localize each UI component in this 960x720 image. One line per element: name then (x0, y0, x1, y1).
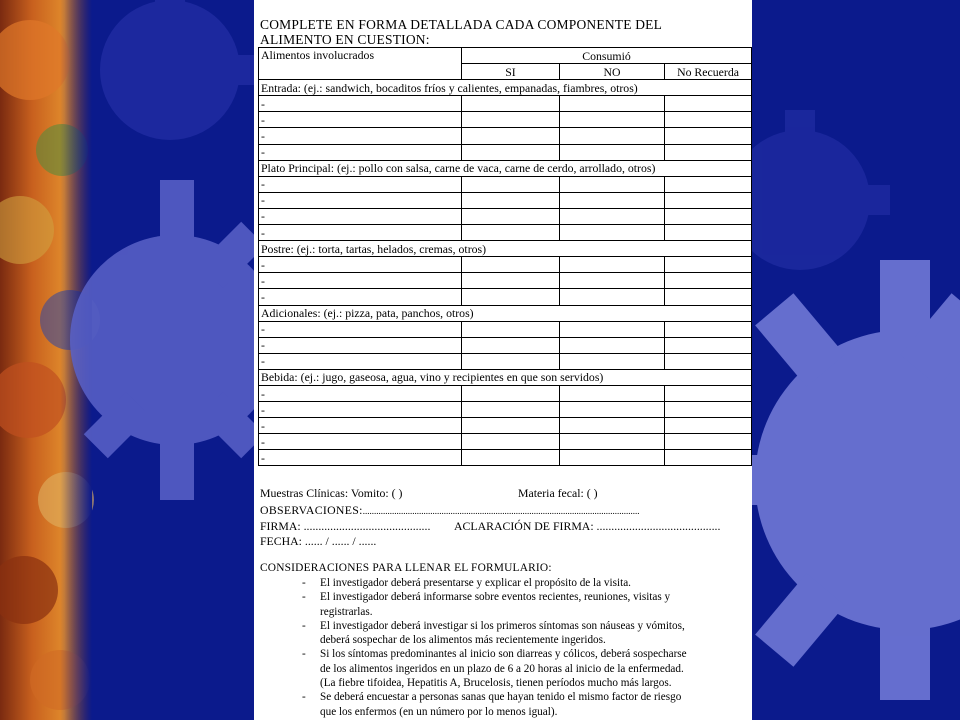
aclaracion-field[interactable]: ACLARACIÓN DE FIRMA: .......................................... (454, 519, 721, 533)
table-row (259, 418, 752, 434)
no-cell[interactable] (560, 112, 665, 128)
no-recuerda-cell[interactable] (665, 289, 752, 305)
table-row (259, 337, 752, 353)
table-row (259, 289, 752, 305)
food-item-cell[interactable]: - (259, 273, 462, 289)
observaciones-label: OBSERVACIONES: (260, 503, 363, 517)
no-recuerda-cell[interactable] (665, 112, 752, 128)
no-recuerda-cell[interactable] (665, 257, 752, 273)
no-recuerda-cell[interactable] (665, 144, 752, 160)
list-dash: - (302, 619, 306, 632)
si-cell[interactable] (462, 225, 560, 241)
si-cell[interactable] (462, 112, 560, 128)
section-label: Plato Principal: (ej.: pollo con salsa, carne de vaca, carne de cerdo, arrollado, otros) (259, 160, 752, 176)
si-cell[interactable] (462, 176, 560, 192)
firma-line (260, 519, 721, 533)
list-item-line: El investigador deberá informarse sobre eventos recientes, reuniones, visitas y (320, 591, 671, 604)
food-item-cell[interactable]: - (259, 192, 462, 208)
no-cell[interactable] (560, 176, 665, 192)
list-item-line: deberá sospechar de los alimentos más recientemente ingeridos. (320, 634, 606, 647)
no-cell[interactable] (560, 337, 665, 353)
no-cell[interactable] (560, 402, 665, 418)
no-recuerda-cell[interactable] (665, 402, 752, 418)
col-header-foods: Alimentos involucrados (259, 48, 462, 80)
no-recuerda-cell[interactable] (665, 450, 752, 466)
no-recuerda-cell[interactable] (665, 128, 752, 144)
no-cell[interactable] (560, 321, 665, 337)
si-cell[interactable] (462, 402, 560, 418)
vomito-field[interactable]: Muestras Clínicas: Vomito: ( ) (260, 486, 403, 500)
food-item-cell[interactable]: - (259, 144, 462, 160)
si-cell[interactable] (462, 434, 560, 450)
si-cell[interactable] (462, 257, 560, 273)
section-label: Bebida: (ej.: jugo, gaseosa, agua, vino y recipientes en que son servidos) (259, 369, 752, 385)
food-item-cell[interactable]: - (259, 385, 462, 401)
list-dash: - (302, 648, 306, 661)
no-recuerda-cell[interactable] (665, 225, 752, 241)
section-row (259, 160, 752, 176)
list-item-line: El investigador deberá presentarse y explicar el propósito de la visita. (320, 577, 631, 589)
materia-fecal-field[interactable]: Materia fecal: ( ) (518, 486, 598, 500)
no-recuerda-cell[interactable] (665, 176, 752, 192)
table-row (259, 402, 752, 418)
table-row (259, 96, 752, 112)
food-item-cell[interactable]: - (259, 353, 462, 369)
list-item-line: El investigador deberá investigar si los primeros síntomas son náuseas y vómitos, (320, 619, 685, 632)
no-cell[interactable] (560, 385, 665, 401)
considerations-title: CONSIDERACIONES PARA LLENAR EL FORMULARIO: (260, 562, 552, 574)
food-item-cell[interactable]: - (259, 257, 462, 273)
list-item-line: (La fiebre tifoidea, Hepatitis A, Brucelosis, tienen períodos mucho más largos. (320, 677, 672, 690)
col-header-no: NO (560, 64, 665, 80)
no-recuerda-cell[interactable] (665, 337, 752, 353)
table-row (259, 257, 752, 273)
no-recuerda-cell[interactable] (665, 385, 752, 401)
no-cell[interactable] (560, 128, 665, 144)
section-label: Adicionales: (ej.: pizza, pata, panchos, otros) (259, 305, 752, 321)
col-header-consumed: Consumió (462, 48, 752, 64)
no-cell[interactable] (560, 257, 665, 273)
list-item (260, 590, 750, 619)
si-cell[interactable] (462, 289, 560, 305)
no-cell[interactable] (560, 208, 665, 224)
no-cell[interactable] (560, 450, 665, 466)
food-item-cell[interactable]: - (259, 450, 462, 466)
table-row (259, 144, 752, 160)
list-item (260, 647, 750, 690)
form-title-line1: COMPLETE EN FORMA DETALLADA CADA COMPONENTE DEL (260, 17, 663, 32)
table-row (259, 208, 752, 224)
section-row (259, 80, 752, 96)
section-row (259, 305, 752, 321)
table-row (259, 273, 752, 289)
list-item-line: Se deberá encuestar a personas sanas que hayan tenido el mismo factor de riesgo (320, 691, 682, 704)
list-item-line: Si los síntomas predominantes al inicio son diarreas y cólicos, deberá sospecharse (320, 648, 687, 661)
food-consumption-table (258, 47, 752, 466)
list-dash: - (302, 691, 306, 704)
list-item (260, 619, 750, 648)
table-row (259, 385, 752, 401)
si-cell[interactable] (462, 418, 560, 434)
muestras-line (260, 486, 598, 500)
no-cell[interactable] (560, 144, 665, 160)
section-label: Entrada: (ej.: sandwich, bocaditos fríos y calientes, empanadas, fiambres, otros) (259, 80, 752, 96)
considerations-list (260, 576, 750, 719)
no-recuerda-cell[interactable] (665, 321, 752, 337)
si-cell[interactable] (462, 450, 560, 466)
observaciones-field[interactable]: ........................................................................................................................... (362, 506, 640, 516)
list-dash: - (302, 591, 306, 604)
si-cell[interactable] (462, 321, 560, 337)
table-row (259, 353, 752, 369)
no-recuerda-cell[interactable] (665, 418, 752, 434)
observaciones-line (260, 503, 639, 518)
no-cell[interactable] (560, 434, 665, 450)
food-item-cell[interactable]: - (259, 402, 462, 418)
food-item-cell[interactable]: - (259, 225, 462, 241)
no-recuerda-cell[interactable] (665, 96, 752, 112)
section-row (259, 241, 752, 257)
table-row (259, 434, 752, 450)
food-item-cell[interactable]: - (259, 176, 462, 192)
no-cell[interactable] (560, 192, 665, 208)
food-item-cell[interactable]: - (259, 289, 462, 305)
col-header-no-recuerda: No Recuerda (665, 64, 752, 80)
list-item-line: de los alimentos ingeridos en un plazo de 6 a 20 horas al inicio de la enfermedad. (320, 662, 684, 675)
col-header-si: SI (462, 64, 560, 80)
si-cell[interactable] (462, 128, 560, 144)
fecha-line (260, 534, 376, 548)
no-recuerda-cell[interactable] (665, 434, 752, 450)
si-cell[interactable] (462, 353, 560, 369)
list-item-line: registrarlas. (320, 605, 373, 618)
firma-field[interactable]: FIRMA: ........................................... (260, 519, 431, 533)
no-cell[interactable] (560, 289, 665, 305)
no-cell[interactable] (560, 353, 665, 369)
food-item-cell[interactable]: - (259, 434, 462, 450)
food-item-cell[interactable]: - (259, 112, 462, 128)
si-cell[interactable] (462, 144, 560, 160)
no-cell[interactable] (560, 418, 665, 434)
food-item-cell[interactable]: - (259, 321, 462, 337)
si-cell[interactable] (462, 385, 560, 401)
no-recuerda-cell[interactable] (665, 208, 752, 224)
section-row (259, 369, 752, 385)
form-title-line2: ALIMENTO EN CUESTION: (260, 32, 430, 47)
fecha-field[interactable]: FECHA: ...... / ...... / ...... (260, 534, 377, 548)
list-item (260, 690, 750, 719)
si-cell[interactable] (462, 273, 560, 289)
no-cell[interactable] (560, 225, 665, 241)
food-item-cell[interactable]: - (259, 337, 462, 353)
list-item (260, 576, 750, 590)
form-title (260, 17, 750, 47)
no-cell[interactable] (560, 273, 665, 289)
table-row (259, 128, 752, 144)
list-dash: - (302, 577, 306, 589)
form-document (254, 0, 752, 720)
table-row (259, 192, 752, 208)
food-item-cell[interactable]: - (259, 96, 462, 112)
food-item-cell[interactable]: - (259, 208, 462, 224)
no-recuerda-cell[interactable] (665, 353, 752, 369)
si-cell[interactable] (462, 96, 560, 112)
section-label: Postre: (ej.: torta, tartas, helados, cremas, otros) (259, 241, 752, 257)
table-row (259, 450, 752, 466)
si-cell[interactable] (462, 208, 560, 224)
no-recuerda-cell[interactable] (665, 273, 752, 289)
table-row (259, 176, 752, 192)
no-cell[interactable] (560, 96, 665, 112)
no-recuerda-cell[interactable] (665, 192, 752, 208)
list-item-line: que los enfermos (en un número por lo menos igual). (320, 705, 558, 718)
food-item-cell[interactable]: - (259, 418, 462, 434)
table-row (259, 112, 752, 128)
si-cell[interactable] (462, 337, 560, 353)
si-cell[interactable] (462, 192, 560, 208)
food-item-cell[interactable]: - (259, 128, 462, 144)
considerations-section (260, 562, 750, 719)
table-row (259, 321, 752, 337)
table-row (259, 225, 752, 241)
